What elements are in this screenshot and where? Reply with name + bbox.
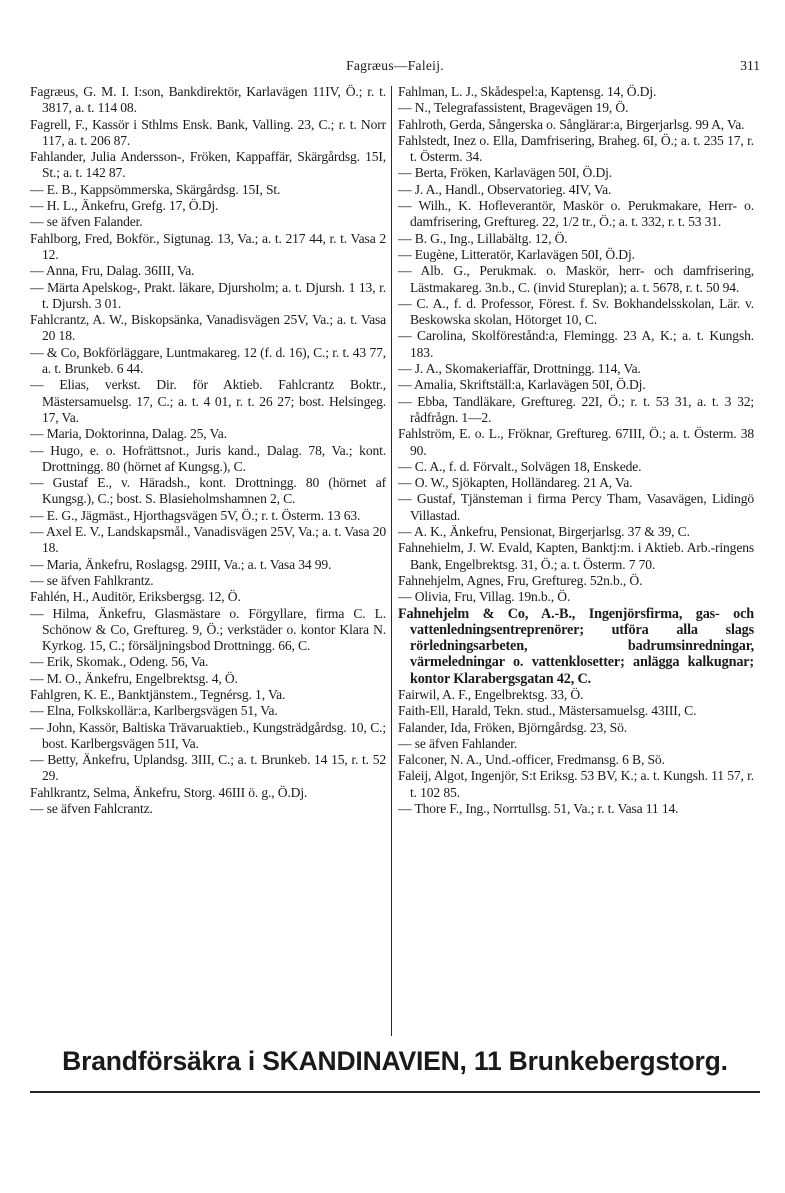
column-divider [391, 86, 392, 1036]
directory-entry: Fagræus, G. M. I. I:son, Bankdirektör, Karlavägen 11IV, Ö.; r. t. 3817, a. t. 114 08. [30, 84, 386, 116]
directory-entry: Fahlstedt, Inez o. Ella, Damfrisering, Braheg. 6I, Ö.; a. t. 235 17, r. t. Österm. 34. [398, 132, 754, 165]
directory-entry: Fahlman, L. J., Skådespel:a, Kaptensg. 14, Ö.Dj. [398, 84, 657, 99]
directory-entry: — se äfven Fahlkrantz. [30, 572, 154, 588]
footer-advertisement: Brandförsäkra i SKANDINAVIEN, 11 Brunkebergstorg. [62, 1046, 728, 1076]
directory-entry: — se äfven Fahlander. [398, 735, 518, 751]
directory-entry: — Berta, Fröken, Karlavägen 50I, Ö.Dj. [398, 165, 613, 181]
directory-entry: — Eugène, Litteratör, Karlavägen 50I, Ö.Dj. [398, 246, 635, 262]
directory-entry: — Gustaf, Tjänsteman i firma Percy Tham, Vasavägen, Lidingö Villastad. [398, 491, 754, 523]
directory-entry: Fahnehjelm, Agnes, Fru, Greftureg. 52n.b., Ö. [398, 572, 643, 588]
directory-entry: — Betty, Änkefru, Uplandsg. 3III, C.; a. t. Brunkeb. 14 15, r. t. 52 29. [30, 752, 386, 784]
directory-entry: Falconer, N. A., Und.-officer, Fredmansg. 6 B, Sö. [398, 752, 665, 768]
directory-entry: Faleij, Algot, Ingenjör, S:t Eriksg. 53 BV, K.; a. t. Kungsh. 11 57, r. t. 102 85. [398, 768, 754, 800]
directory-entry: — E. B., Kappsömmerska, Skärgårdsg. 15I, St. [30, 181, 281, 197]
directory-entry: Fahlborg, Fred, Bokför., Sigtunag. 13, Va.; a. t. 217 44, r. t. Vasa 2 12. [30, 230, 386, 262]
directory-entry: — Maria, Doktorinna, Dalag. 25, Va. [30, 426, 227, 442]
directory-entry: — Märta Apelskog-, Prakt. läkare, Djursholm; a. t. Djursh. 1 13, r. t. Djursh. 3 01. [30, 279, 386, 311]
footer-rule [30, 1091, 760, 1093]
directory-entry: Fahlgren, K. E., Banktjänstem., Tegnérsg. 1, Va. [30, 686, 286, 702]
directory-entry: Fahlander, Julia Andersson-, Fröken, Kappaffär, Skärgårdsg. 15I, St.; a. t. 142 87. [30, 149, 386, 181]
directory-entry: — Alb. G., Perukmak. o. Maskör, herr- och damfrisering, Lästmakareg. 3n.b., C. (invid Stureplan); a. t. 5678, r. t. 50 94. [398, 263, 754, 295]
directory-entry: — Elna, Folkskollär:a, Karlbergsvägen 51, Va. [30, 703, 278, 719]
directory-entry: — Maria, Änkefru, Roslagsg. 29III, Va.; a. t. Vasa 34 99. [30, 556, 332, 572]
directory-entry: Fahlén, H., Auditör, Eriksbergsg. 12, Ö. [30, 589, 241, 605]
right-column [398, 84, 754, 817]
directory-entry: — Wilh., K. Hofleverantör, Maskör o. Perukmakare, Herr- o. damfrisering, Greftureg. 22, 1/2 tr., Ö.; a. t. 332, r. t. 53 31. [398, 198, 754, 230]
directory-entry: Fagrell, F., Kassör i Sthlms Ensk. Bank, Valling. 23, C.; r. t. Norr 117, a. t. 206 87. [30, 116, 386, 148]
directory-entry: Faith-Ell, Harald, Tekn. stud., Mästersamuelsg. 43III, C. [398, 703, 697, 719]
directory-entry: — Ebba, Tandläkare, Greftureg. 22I, Ö.; r. t. 53 31, a. t. 3 32; rådfrågn. 1—2. [398, 393, 754, 425]
left-column [30, 84, 386, 817]
directory-entry: — Anna, Fru, Dalag. 36III, Va. [30, 263, 195, 279]
page-number: 311 [740, 58, 760, 73]
directory-entry: — E. G., Jägmäst., Hjorthagsvägen 5V, Ö.; r. t. Österm. 13 63. [30, 507, 361, 523]
directory-entry: — Olivia, Fru, Villag. 19n.b., Ö. [398, 589, 571, 605]
directory-entry: — Hilma, Änkefru, Glasmästare o. Förgyllare, firma C. L. Schönow & Co, Greftureg. 9, Ö.; verkstäder o. kontor Klara N. Kyrkog. 15, C.; försäljningsbod Drottningg. 66, C. [30, 605, 386, 654]
directory-entry: — Erik, Skomak., Odeng. 56, Va. [30, 654, 209, 670]
directory-entry: — B. G., Ing., Lillabältg. 12, Ö. [398, 230, 568, 246]
directory-entry-featured: Fahnehjelm & Co, A.-B., Ingenjörsfirma, gas- och vattenledningsentreprenörer; utföra alla slags rörledningsarbeten, badrumsinredningar, värmeledningar o. vattenklosetter; anlägga kalkugnar; kontor Klarabergsgatan 42, C. [398, 605, 754, 687]
directory-entry: — O. W., Sjökapten, Holländareg. 21 A, Va. [398, 475, 633, 491]
directory-entry: Falander, Ida, Fröken, Björngårdsg. 23, Sö. [398, 719, 627, 735]
directory-entry: — Carolina, Skolförestånd:a, Flemingg. 23 A, K.; a. t. Kungsh. 183. [398, 328, 754, 360]
directory-entry: — J. A., Skomakeriaffär, Drottningg. 114, Va. [398, 361, 641, 377]
directory-entry: Fahnehielm, J. W. Evald, Kapten, Banktj:m. i Aktieb. Arb.-ringens Bank, Engelbrektsg. 31, Ö.; a. t. Österm. 7 70. [398, 540, 754, 572]
directory-entry: — Axel E. V., Landskapsmål., Vanadisvägen 25V, Va.; a. t. Vasa 20 18. [30, 524, 386, 556]
directory-entry: — M. O., Änkefru, Engelbrektsg. 4, Ö. [30, 670, 238, 686]
directory-entry: Fahlkrantz, Selma, Änkefru, Storg. 46III ö. g., Ö.Dj. [30, 784, 308, 800]
directory-entry: Fahlroth, Gerda, Sångerska o. Sånglärar:a, Birgerjarlsg. 99 A, Va. [398, 116, 745, 132]
directory-entry: Fairwil, A. F., Engelbrektsg. 33, Ö. [398, 686, 584, 702]
directory-entry: — se äfven Fahlcrantz. [30, 801, 153, 817]
directory-entry: — C. A., f. d. Förvalt., Solvägen 18, Enskede. [398, 458, 642, 474]
directory-entry: — Thore F., Ing., Norrtullsg. 51, Va.; r. t. Vasa 11 14. [398, 801, 679, 817]
directory-entry: — Hugo, e. o. Hofrättsnot., Juris kand., Dalag. 78, Va.; kont. Drottningg. 80 (hörnet af Kungsg.), C. [30, 442, 386, 474]
directory-entry: — Amalia, Skriftställ:a, Karlavägen 50I, Ö.Dj. [398, 377, 646, 393]
directory-entry: — N., Telegrafassistent, Bragevägen 19, Ö. [398, 100, 629, 116]
directory-page [30, 0, 760, 1193]
page-header [30, 58, 760, 82]
directory-entry: Fahlcrantz, A. W., Biskopsänka, Vanadisvägen 25V, Va.; a. t. Vasa 20 18. [30, 312, 386, 344]
directory-entry: — Gustaf E., v. Häradsh., kont. Drottningg. 80 (hörnet af Kungsg.), C.; bost. S. Blasieholmshamnen 2, C. [30, 475, 386, 507]
directory-entry: — & Co, Bokförläggare, Luntmakareg. 12 (f. d. 16), C.; r. t. 43 77, a. t. Brunkeb. 6 44. [30, 344, 386, 377]
directory-entry: Fahlström, E. o. L., Fröknar, Greftureg. 67III, Ö.; a. t. Österm. 38 90. [398, 426, 754, 458]
running-title: Fagræus—Faleij. [346, 58, 444, 73]
directory-entry: — C. A., f. d. Professor, Förest. f. Sv. Bokhandelsskolan, Lär. v. Beskowska skolan, Hötorget 10, C. [398, 295, 754, 328]
directory-columns [30, 84, 760, 1039]
directory-entry: — Elias, verkst. Dir. för Aktieb. Fahlcrantz Boktr., Mästersamuelsg. 17, C.; a. t. 4 01, r. t. 26 27; bost. Helsingeg. 17, Va. [30, 377, 386, 425]
directory-entry: — John, Kassör, Baltiska Trävaruaktieb., Kungsträdgårdsg. 10, C.; bost. Karlbergsvägen 51I, Va. [30, 719, 386, 751]
directory-entry: — A. K., Änkefru, Pensionat, Birgerjarlsg. 37 & 39, C. [398, 524, 690, 540]
directory-entry: — H. L., Änkefru, Grefg. 17, Ö.Dj. [30, 198, 219, 214]
directory-entry: — se äfven Falander. [30, 214, 143, 230]
directory-entry: — J. A., Handl., Observatorieg. 4IV, Va. [398, 181, 612, 197]
